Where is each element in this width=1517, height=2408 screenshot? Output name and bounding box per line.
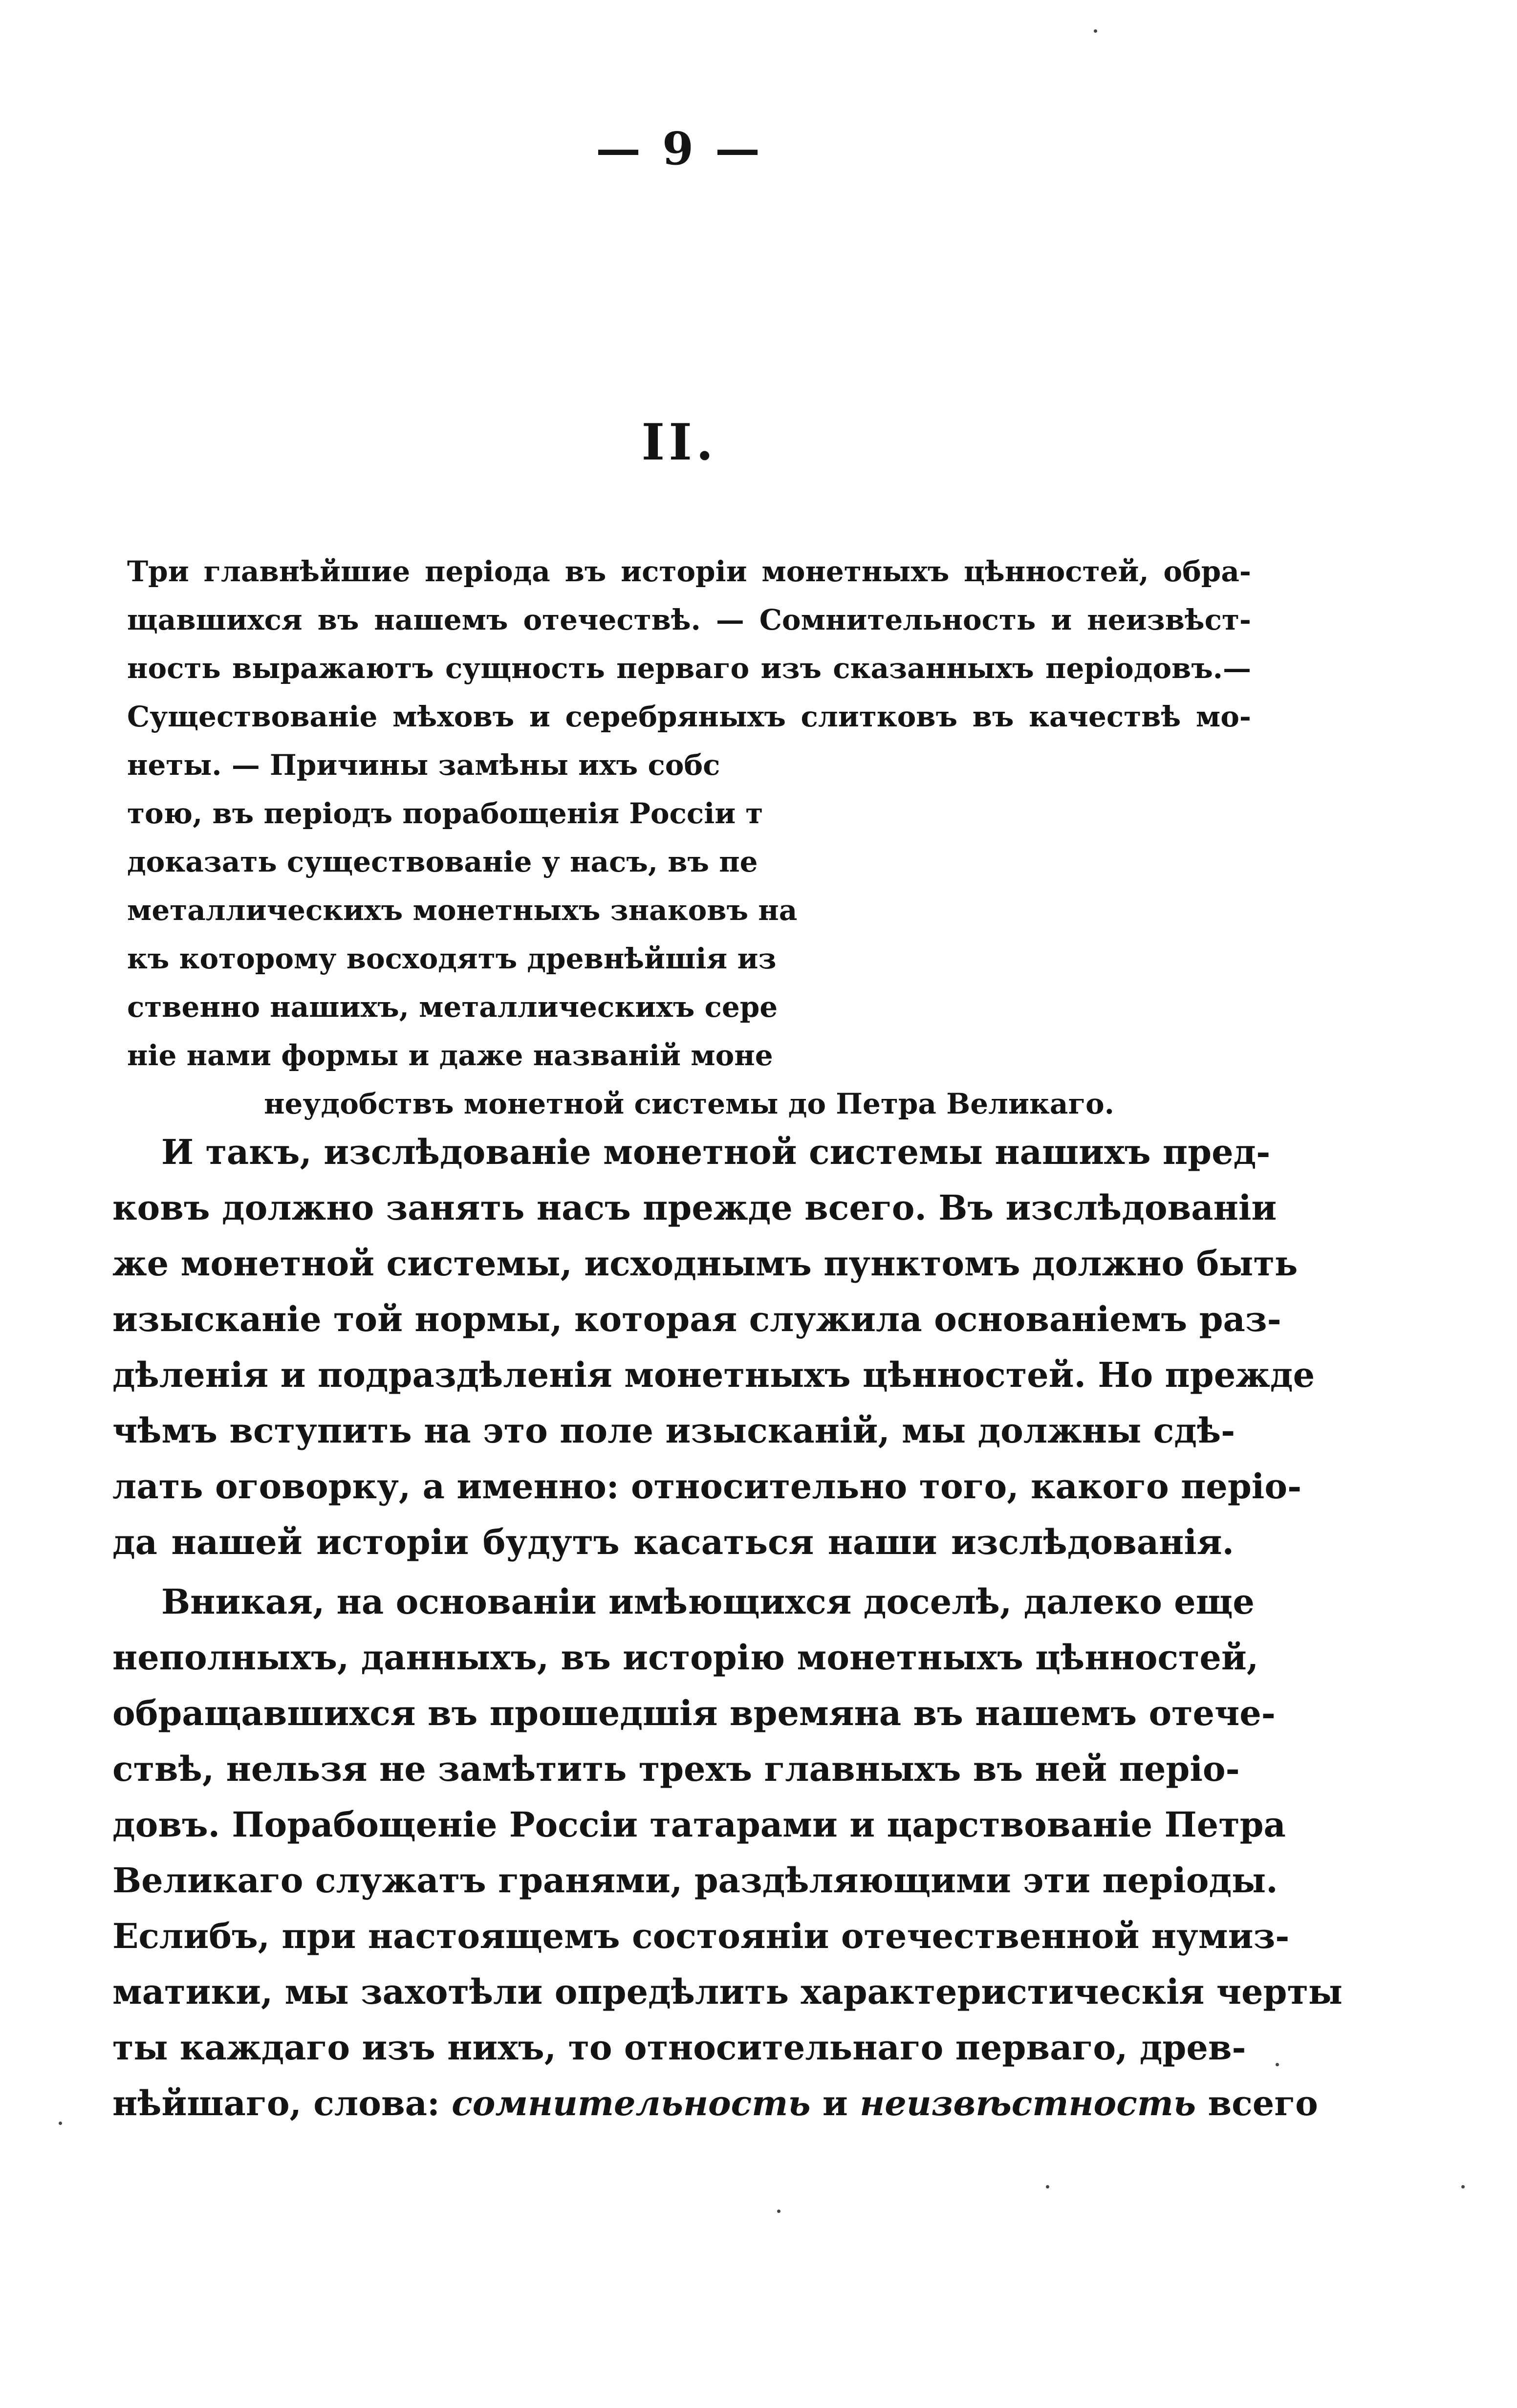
summary-line: ность выражаютъ сущность перваго изъ сказанныхъ періодовъ.— bbox=[127, 652, 1251, 685]
body-paragraph-2 bbox=[112, 1574, 1343, 2131]
text-line: Вникая, на основаніи имѣющихся доселѣ, далеко еще bbox=[161, 1581, 1255, 1622]
text-line: неполныхъ, данныхъ, въ исторію монетныхъ цѣнностей, bbox=[112, 1637, 1259, 1678]
chapter-numeral: II. bbox=[641, 413, 717, 472]
text-line: же монетной системы, исходнымъ пунктомъ должно быть bbox=[112, 1243, 1298, 1284]
print-speck bbox=[1046, 2185, 1049, 2189]
summary-line: ніе нами формы и даже названій моне bbox=[127, 1039, 773, 1072]
text-line: довъ. Порабощеніе Россіи татарами и царствованіе Петра bbox=[112, 1804, 1286, 1845]
text-fragment: нѣйшаго, слова: bbox=[112, 2083, 452, 2123]
text-line: обращавшихся въ прошедшія времяна въ нашемъ отече- bbox=[112, 1693, 1276, 1733]
text-line: Великаго служатъ гранями, раздѣляющими эти періоды. bbox=[112, 1860, 1278, 1901]
text-line: лать оговорку, а именно: относительно того, какого періо- bbox=[112, 1466, 1302, 1507]
text-fragment: всего bbox=[1196, 2083, 1318, 2123]
text-line: дѣленія и подраздѣленія монетныхъ цѣнностей. Но прежде bbox=[112, 1355, 1315, 1395]
print-speck bbox=[1094, 29, 1097, 33]
summary-line: металлическихъ монетныхъ знаковъ на bbox=[127, 894, 798, 927]
summary-line: щавшихся въ нашемъ отечествѣ. — Сомнительность и неизвѣст- bbox=[127, 603, 1251, 636]
text-line: ты каждаго изъ нихъ, то относительнаго перваго, древ- bbox=[112, 2027, 1246, 2068]
italic-term: сомнительность bbox=[452, 2083, 811, 2123]
text-line-last bbox=[112, 2076, 1318, 2131]
text-line: да нашей исторіи будутъ касаться наши изслѣдованія. bbox=[112, 1522, 1234, 1562]
text-line: матики, мы захотѣли опредѣлить характеристическія черты bbox=[112, 1971, 1343, 2012]
summary-line: доказать существованіе у насъ, въ пе bbox=[127, 845, 758, 878]
chapter-summary bbox=[127, 547, 1251, 1128]
summary-line: тою, въ періодъ порабощенія Россіи т bbox=[127, 797, 763, 830]
summary-line: Существованіе мѣховъ и серебряныхъ слитковъ въ качествѣ мо- bbox=[127, 700, 1251, 733]
summary-line: ственно нашихъ, металлическихъ сере bbox=[127, 990, 778, 1024]
text-fragment: и bbox=[810, 2083, 860, 2123]
text-line: Еслибъ, при настоящемъ состояніи отечественной нумиз- bbox=[112, 1916, 1290, 1956]
summary-line: неты. — Причины замѣны ихъ собс bbox=[127, 748, 720, 782]
text-line: ствѣ, нельзя не замѣтить трехъ главныхъ въ ней періо- bbox=[112, 1749, 1240, 1789]
page-number: — 9 — bbox=[595, 122, 763, 175]
text-line: И такъ, изслѣдованіе монетной системы нашихъ пред- bbox=[161, 1132, 1271, 1172]
text-line: изысканіе той нормы, которая служила основаніемъ раз- bbox=[112, 1299, 1281, 1339]
summary-line: Три главнѣйшие періода въ исторіи монетныхъ цѣнностей, обра- bbox=[127, 555, 1251, 588]
print-speck bbox=[777, 2210, 780, 2213]
text-line: чѣмъ вступить на это поле изысканій, мы должны сдѣ- bbox=[112, 1410, 1235, 1451]
summary-line: къ которому восходятъ древнѣйшія из bbox=[127, 942, 777, 975]
print-speck bbox=[1461, 2185, 1465, 2189]
print-speck bbox=[1276, 2063, 1279, 2066]
italic-term: неизвѣстность bbox=[860, 2083, 1196, 2123]
summary-line: неудобствъ монетной системы до Петра Великаго. bbox=[264, 1087, 1114, 1120]
body-paragraph-1 bbox=[112, 1124, 1315, 1570]
print-speck bbox=[59, 2122, 62, 2125]
text-line: ковъ должно занять насъ прежде всего. Въ изслѣдованіи bbox=[112, 1187, 1277, 1228]
